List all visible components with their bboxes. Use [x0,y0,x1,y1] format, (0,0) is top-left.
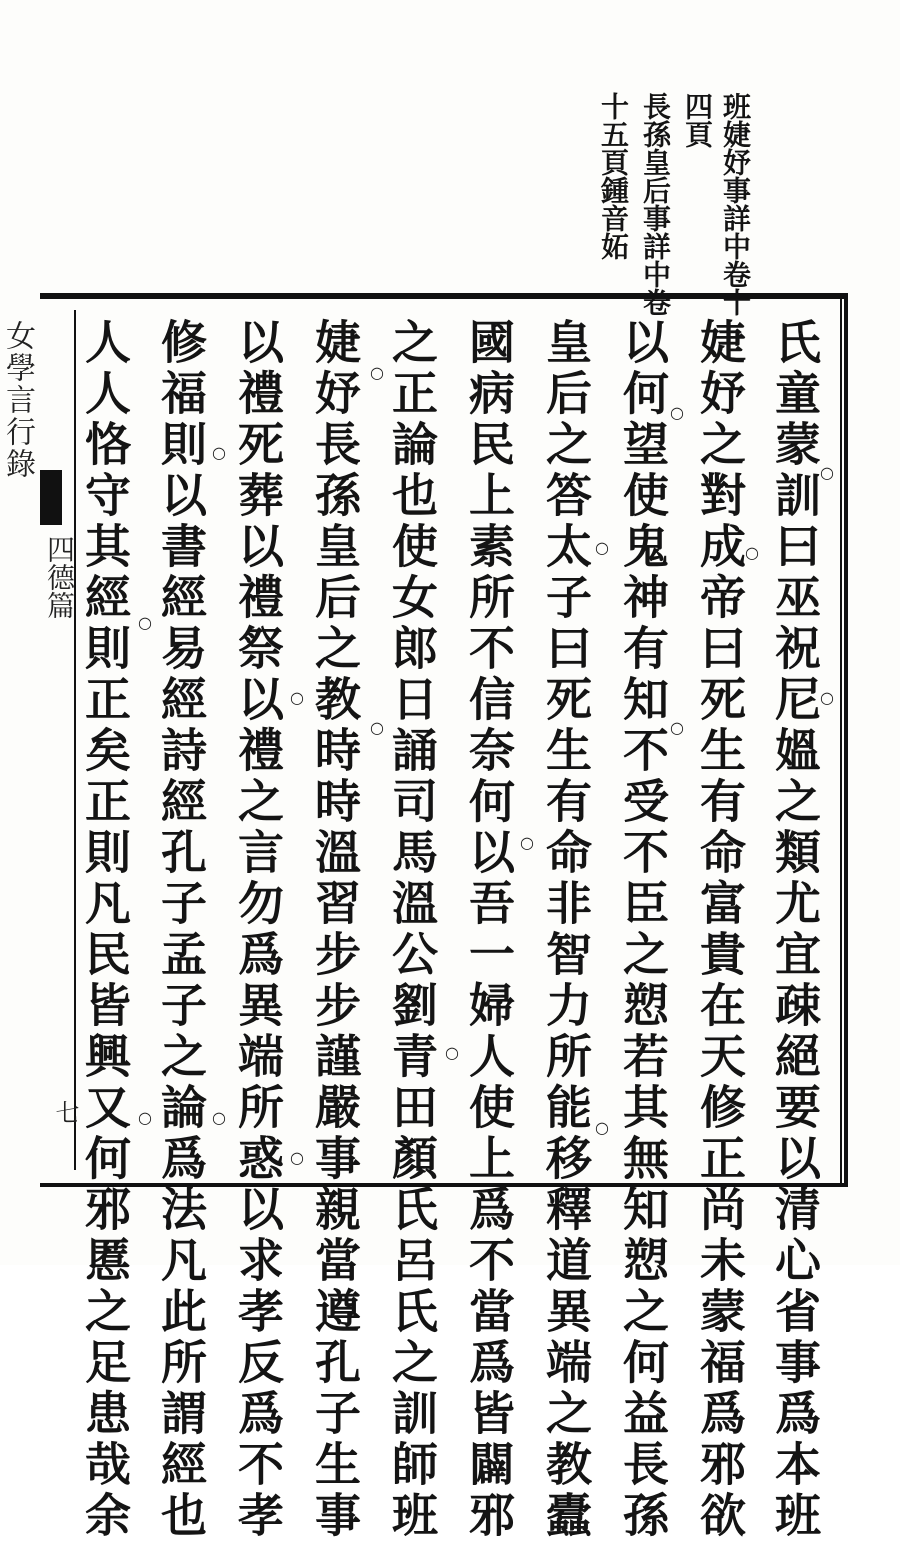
page-spine [40,310,76,1170]
punctuation-mark: ○ [370,363,384,382]
note-line-3: 長孫皇后事詳中卷 [639,92,672,316]
punctuation-mark: ○ [595,538,609,557]
text-column-1: 氏童蒙訓曰巫祝尼媼之類尤宜疎絕要以清心省事爲本班 [768,318,822,1542]
punctuation-mark: ○ [370,718,384,737]
punctuation-mark: ○ [745,543,759,562]
frame-right-border [840,293,848,1183]
punctuation-mark: ○ [445,1043,459,1062]
text-column-3: 以何望使鬼神有知不受不臣之愬若其無知愬之何益長孫 [616,318,670,1542]
text-column-8: 以禮死葬以禮祭以禮之言勿爲異端所惑以求孝反爲不孝 [231,318,285,1542]
spine-book-title: 女學言行錄 [0,320,35,480]
punctuation-mark: ○ [595,1118,609,1137]
text-column-2: 婕妤之對成帝曰死生有命富貴在天修正尚未蒙福爲邪欲 [693,318,747,1542]
text-column-10: 人人恪守其經則正矣正則凡民皆興又何邪慝之足患哉余 [78,318,132,1542]
punctuation-mark: ○ [290,688,304,707]
punctuation-mark: ○ [520,833,534,852]
punctuation-mark: ○ [820,688,834,707]
note-line-2: 四頁 [681,92,714,148]
punctuation-mark: ○ [212,443,226,462]
punctuation-mark: ○ [290,1148,304,1167]
punctuation-mark: ○ [138,613,152,632]
spine-marker-block [40,470,62,525]
punctuation-mark: ○ [820,463,834,482]
punctuation-mark: ○ [670,403,684,422]
punctuation-mark: ○ [212,1108,226,1127]
text-column-6: 之正論也使女郎日誦司馬溫公劉青田顏氏呂氏之訓師班 [385,318,439,1542]
note-line-4: 十五頁鍾音妬 [597,92,630,260]
punctuation-mark: ○ [670,718,684,737]
text-column-7: 婕妤長孫皇后之教時時溫習步步謹嚴事親當遵孔子生事 [308,318,362,1542]
text-column-9: 修福則以書經易經詩經孔子孟子之論爲法凡此所謂經也 [154,318,208,1542]
note-line-1: 班婕妤事詳中卷十 [719,92,752,316]
spine-section-title: 四德篇 [43,535,76,619]
spine-page-number: 七 [51,1100,79,1124]
text-column-4: 皇后之答太子曰死生有命非智力所能移釋道異端之教蠹 [539,318,593,1542]
punctuation-mark: ○ [138,1108,152,1127]
text-column-5: 國病民上素所不信奈何以吾一婦人使上爲不當爲皆闢邪 [462,318,516,1542]
